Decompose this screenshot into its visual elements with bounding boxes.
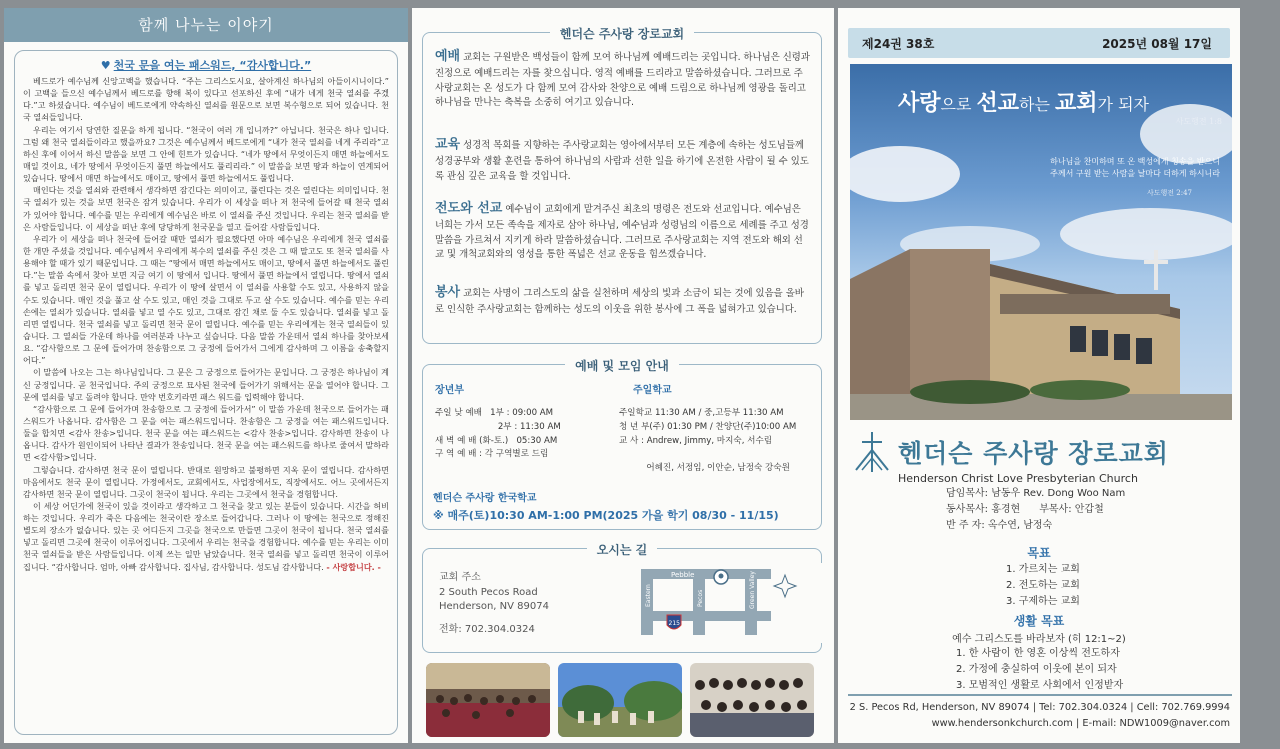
- mission-text: 교회는 구원받은 백성들이 함께 모여 하나님께 예배드리는 곳입니다. 하나님은 신령과 진정으로 예배드리는 자를 찾으십니다. 영적 예배를 드리라고 말씀하셨습니다. 그러므로 주사랑교회는 온 성도가 다 함께 모여 감사와 찬양으로 예배 드림으로 하나님께 영광을 돌리고 하나님을 만나는 축복을 소중히 여기고 있습니다.: [435, 52, 810, 109]
- article-title: [23, 57, 389, 73]
- directions-box-title: 오시는 길: [587, 543, 658, 557]
- congregation-photo: [426, 663, 550, 737]
- article-paragraph: 이 말씀에 나오는 그는 하나님입니다. 그 문은 그 궁정으로 들어가는 문입니다. 그 궁정은 하나님이 계신 궁정입니다. 곧 천국입니다. 주의 궁정으로 묘사된 천국에 들어가기 위해서는 문을 열어야 합니다. 그 문에 열쇠를 넣고 돌려야 합니다. 만약 번호키라면 패스 워드를 입력해야 합니다.: [23, 367, 389, 402]
- address-line-1: 2 South Pecos Road: [439, 586, 538, 598]
- goal-item: 2. 전도하는 교회: [1006, 580, 1080, 591]
- map-label-pebble: Pebble: [671, 571, 695, 579]
- church-name: [898, 434, 1169, 485]
- article-paragraph: “감사함으로 그 문에 들어가며 찬송함으로 그 궁정에 들어가서” 이 말씀 가운데 천국으로 들어가는 패스워드가 나옵니다. 감사함은 그 문을 여는 패스워드입니다. 찬송함은 그 궁정을 여는 패스워드입니다. 둘을 합치면 <감사 찬송>입니다. 천국 문을 여는 패스워드는 <감사 찬송>입니다. 감사하면 찬송이 나옵니다. 감사가 원인이되어 나타난 결과가 찬송입니다. 천국 문을 여는 패스워드를 하나로 줄여서 말하라면 <감사함>입니다.: [23, 403, 389, 463]
- church-info-panel: [412, 8, 834, 743]
- mission-box-title: 헨더슨 주사랑 장로교회: [550, 27, 694, 41]
- slogan-word: 선교: [976, 90, 1020, 116]
- article-title-text: 천국 문을 여는 패스워드, “감사합니다.”: [113, 59, 312, 72]
- issue-bar: [848, 28, 1230, 58]
- staff-row: 반 주 자: 옥수연, 남정숙: [946, 520, 1053, 531]
- life-goals-title: 생활 목표: [1013, 614, 1065, 628]
- korean-school-info: ※ 매주(토)10:30 AM-1:00 PM(2025 가을 학기 08/30 - 11/15): [433, 509, 779, 522]
- article-paragraph: 우리는 여기서 당연한 질문을 하게 됩니다. “천국이 여러 개 입니까?” 아닙니다. 천국은 하나 입니다. 그럼 왜 천국 열쇠들이라고 했을까요? 그것은 예수님께서 베드로에게 “내가 천국 열쇠를 네게 주리라”고 하신 후에 이어서 하신 말씀을 보면 그 안에 힌트가 있습니다. “네가 땅에서 무엇이든지 매면 하늘에서도 매일 것이요, 네가 땅에서 무엇이든지 풀면 하늘에서도 풀리리라.” 이 말씀을 보면 땅과 하늘이 연계되어 있습니다. 땅에서 매면 하늘에서도 매이고, 땅에서 풀면 하늘에서도 풀립니다.: [23, 124, 389, 184]
- mission-box: [422, 27, 822, 344]
- outdoor-gathering-photo: [558, 663, 682, 737]
- verse-reference: 사도행전 2:47: [1147, 189, 1192, 197]
- map-label-eastern: Eastern: [645, 584, 652, 607]
- issue-date: 2025년 08월 17일: [1102, 37, 1212, 51]
- church-address: [439, 571, 549, 637]
- address-label: 교회 주소: [439, 572, 481, 583]
- directions-box: [422, 543, 822, 653]
- congregation-photo-image: [426, 663, 550, 737]
- life-goal-item: 2. 가정에 충실하여 이웃에 본이 되자: [956, 664, 1117, 675]
- mission-service: [435, 283, 811, 318]
- cover-panel: [838, 8, 1240, 743]
- outdoor-gathering-photo-image: [558, 663, 682, 737]
- footer-web: www.hendersonkchurch.com | E-mail: NDW1009@naver.com: [931, 718, 1230, 729]
- group-photo-image: [690, 663, 814, 737]
- life-goal-item: 1. 한 사람이 한 영혼 이상씩 전도하자: [956, 648, 1120, 659]
- article-paragraph: 우리가 이 세상을 떠나 천국에 들어갈 때만 열쇠가 필요했다면 아마 예수님은 우리에게 천국 열쇠를 한 개만 주셨을 것입니다. 예수님께서 우리에게 복수의 열쇠를 주신 것은 그 때 말고도 또 천국 열쇠를 사용해야 할 때가 있기 때문입니다. 그 때는 “땅에서 매면 하늘에서도 매이고, 땅에서 풀면 하늘에서도 풀린다.”는 말씀 속에서 찾아 보면 지금 여기 이 땅에서 입니다. 땅에서 풀면 하늘에서 열립니다. 땅에서 열쇠를 넣고 돌리면 천국 문이 열립니다. 우리가 이 땅에 살면서 이 열쇠를 사용할 수도 있고, 사용하지 않을 수도 있습니다. 매인 것을 풀고 살 수도 있고, 매인 것을 그대로 두고 살 수도 있습니다. 예수를 믿는 우리 손에는 열쇠가 있습니다. 열쇠를 넣고 열 수도 있고, 그대로 잠긴 채로 둘 수도 있습니다. 열쇠를 넣고 돌리면 열립니다. 천국 열쇠를 넣고 돌리면 천국 문이 열립니다. 예수를 믿는 우리에게는 천국 열쇠들이 있습니다. 그 열쇠들 가운데 하나를 여러분과 나누고 싶습니다. 다음 말씀 가운데서 열쇠 하나를 찾아보세요. “감사함으로 그 문에 들어가며 찬송함으로 그 궁정에 들어가서 그에게 감사하며 그 이름을 송축할지어다.”: [23, 233, 389, 366]
- story-panel-header: 함께 나누는 이야기: [4, 8, 408, 42]
- slogan-word: 교회: [1055, 90, 1098, 116]
- goal-item: 1. 가르치는 교회: [1006, 564, 1080, 575]
- map-label-green-valley: Green Valley: [749, 571, 756, 609]
- adult-heading: 장년부: [435, 385, 464, 396]
- location-map: [635, 563, 825, 643]
- story-panel: [4, 8, 408, 743]
- article-paragraph: [23, 500, 389, 573]
- cover-verse: [1050, 156, 1220, 180]
- footer-divider: [848, 694, 1232, 696]
- article-paragraph: 베드로가 예수님께 신앙고백을 했습니다. “주는 그리스도시요, 살아계신 하나님의 아들이시니이다.” 이 고백을 들으신 예수님께서 베드로를 향해 복이 있다고 선포하신 후에 “내가 네게 천국 열쇠를 주겠다.”고 하셨습니다. 예수님이 베드로에게 약속하신 열쇠를 원문으로 보면 복수형으로 되어 있습니다. 천국 열쇠들입니다.: [23, 76, 389, 123]
- heart-icon: ♥: [100, 59, 111, 72]
- article-paragraph: 매인다는 것을 열쇠와 관련해서 생각하면 잠긴다는 의미이고, 풀린다는 것은 열린다는 의미입니다. 천국 열쇠가 있는 것을 보면 천국은 잠겨 있습니다. 우리가 이 세상을 떠나 저 천국에 들어갈 때 천국 열쇠가 있어야 합니다. 예수를 믿는 우리에게 예수님은 바로 이 열쇠를 주신 것입니다. 우리는 천국 열쇠를 받은 사람들입니다. 이 세상을 떠난 후에 당당하게 천국문을 열고 들어갈 사람들입니다.: [23, 185, 389, 232]
- mission-keyword: 교육: [435, 137, 461, 152]
- worship-schedule-box: [422, 359, 822, 530]
- slogan-word: 하는: [1019, 95, 1056, 114]
- church-name-english: Henderson Christ Love Presbyterian Church: [898, 472, 1138, 485]
- slogan-word: 으로: [940, 95, 977, 114]
- slogan-word: 사랑: [898, 90, 941, 116]
- mission-keyword: 예배: [435, 49, 461, 64]
- cover-image: [850, 64, 1232, 420]
- story-frame: [14, 50, 398, 735]
- mission-keyword: 봉사: [435, 285, 461, 300]
- mission-education: [435, 135, 811, 184]
- slogan-reference: 사도행전 1:8: [1175, 117, 1222, 126]
- sunday-school-schedule: 주일학교 11:30 AM / 중,고등부 11:30 AM 청 년 부(주) 01:30 PM / 찬양단(주)10:00 AM 교 사 : Andrew, Jimmy, 마지숙, 서수림 어혜진, 서정임, 이안순, 남정숙 강숙원: [619, 408, 797, 473]
- mission-text: 성경적 목회를 지향하는 주사랑교회는 영아에서부터 모든 계층에 속하는 성도님들께 성경공부와 생활 훈련을 통하여 하나님의 사람과 선한 일을 하기에 온전한 사람이 될 수 있도록 관심 깊은 교육을 할 것입니다.: [435, 140, 809, 182]
- worship-box-title: 예배 및 모임 안내: [565, 359, 679, 373]
- church-phone: 전화: 702.304.0324: [439, 623, 535, 635]
- adult-schedule: 주일 낮 예배 1부 : 09:00 AM 2부 : 11:30 AM 새 벽 예 배 (화-토.) 05:30 AM 구 역 예 배 : 각 구역별로 드림: [435, 408, 561, 460]
- goal-item: 3. 구제하는 교회: [1006, 596, 1080, 607]
- footer-contact: 2 S. Pecos Rd, Henderson, NV 89074 | Tel: 702.304.0324 | Cell: 702.769.9994: [849, 702, 1230, 713]
- sunday-school-heading: 주일학교: [633, 385, 672, 396]
- freeway-shield-icon: [667, 615, 681, 629]
- church-name-korean: 헨더슨 주사랑 장로교회: [898, 439, 1169, 468]
- staff-row: 담임목사: 남동우 Rev. Dong Woo Nam: [946, 488, 1126, 499]
- address-line-2: Henderson, NV 89074: [439, 601, 549, 612]
- cover-verse-line: 하나님을 찬미하며 또 온 백성에게 칭송을 받으니: [1050, 157, 1220, 166]
- slogan-word: 가 되자: [1097, 95, 1150, 114]
- goals-list: [1006, 562, 1080, 610]
- mission-text: 예수님이 교회에게 맡겨주신 최초의 명령은 전도와 선교입니다. 예수님은 너희는 가서 모든 족속을 제자로 삼아 하나님, 예수님과 성령님의 이름으로 세례를 주고 성경 말씀을 가르쳐서 지키게 하라 말씀하셨습니다. 그러므로 주사랑교회는 지역 전도와 해외 선교 및 개척교회와의 영성을 통한 폭넓은 선교 운동을 힘쓰겠습니다.: [435, 204, 809, 261]
- article-body: [23, 75, 389, 573]
- cover-verse-line: 주께서 구원 받는 사람을 날마다 더하게 하시니라: [1050, 169, 1220, 178]
- mission-worship: [435, 47, 811, 111]
- staff-row: 동사목사: 홍경현 부목사: 안갑철: [946, 504, 1104, 515]
- issue-volume: 제24권 38호: [862, 37, 935, 51]
- life-goal-item: 3. 모범적인 생활로 사회에서 인정받자: [956, 680, 1124, 691]
- article-closing: - 사랑합니다. -: [326, 561, 381, 572]
- korean-school-title: 헨더슨 주사랑 한국학교: [433, 493, 537, 504]
- article-paragraph: 그렇습니다. 감사하면 천국 문이 열립니다. 반대로 원망하고 불평하면 지옥 문이 열립니다. 감사하면 마음에서도 천국 문이 열립니다. 가정에서도, 교회에서도, 사업장에서도, 직장에서도. 어느 곳에서든지 감사하면 천국 문이 열립니다. 그곳이 천국이 됩니다. 우리는 그곳에서 천국을 경험합니다.: [23, 464, 389, 499]
- mission-text: 교회는 사명이 그리스도의 삶을 실천하며 세상의 빛과 소금이 되는 것에 있음을 올바로 인식한 주사랑교회는 함께하는 성도의 이웃을 위한 봉사에 그 폭을 넓혀가고 있습니다.: [435, 288, 804, 316]
- group-photo: [690, 663, 814, 737]
- map-label-freeway: 215: [668, 620, 680, 627]
- life-goals-intro: 예수 그리스도를 바라보자 (히 12:1~2): [952, 634, 1126, 645]
- cover-slogan: [898, 86, 1149, 117]
- map-label-pecos: Pecos: [697, 589, 704, 607]
- church-logo-icon: [852, 430, 892, 474]
- mission-evangelism: [435, 199, 811, 263]
- article-last-text: 이 세상 어딘가에 천국이 있을 것이라고 생각하고 그 천국을 찾고 있는 분들이 있습니다. 시간을 허비하는 것입니다. 우리가 죽은 다음에는 천국이란 장소로 들어갑니다. 그러나 이 땅에는 천국으로 정해진 별도의 장소가 없습니다. 있는 곳 어디든지 그곳을 천국으로 만들면 그곳이 천국이 됩니다. 천국 열쇠를 넣고 돌리면 그곳에 천국이 이루어집니다. 그곳에서 우리는 천국을 경험합니다. 예수를 믿는 우리는 이미 천국 열쇠들을 받은 사람들입니다. 이제 쓰는 일만 남았습니다. 천국 열쇠를 넣고 돌리면 천국이 이루어집니다. “감사합니다. 엄마, 아빠 감사합니다. 집사님, 감사합니다. 성도님 감사합니다.: [23, 500, 389, 572]
- church-location-icon: [714, 570, 728, 584]
- mission-keyword: 전도와 선교: [435, 201, 503, 216]
- life-goals-list: [956, 646, 1123, 694]
- goals-title: 목표: [1027, 546, 1051, 560]
- staff-list: [946, 486, 1125, 534]
